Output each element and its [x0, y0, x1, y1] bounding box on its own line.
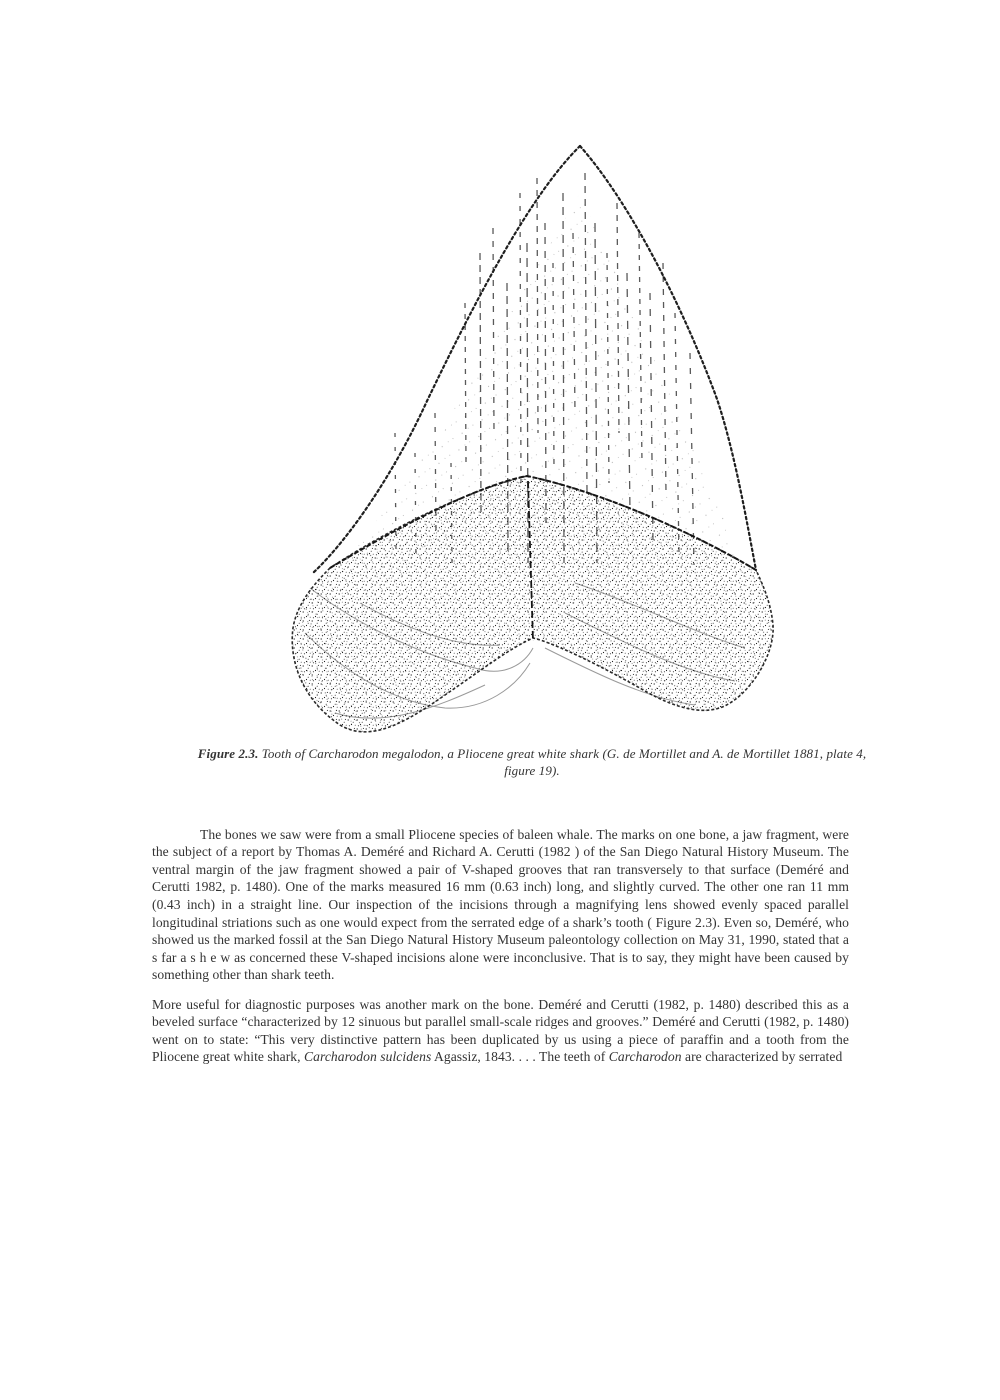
megalodon-tooth-illustration [275, 133, 795, 748]
text-segment: Carcharodon [608, 1049, 682, 1065]
figure-caption [197, 746, 867, 779]
text-segment: are characterized by serrated [681, 1049, 843, 1065]
text-segment: Agassiz, 1843. . . . The teeth of [431, 1049, 609, 1065]
text-segment: Tooth of Carcharodon megalodon, a Pliocene great white shark (G. de Mortillet and A. de Mortillet 1881, plate 4, figure 19). [258, 746, 867, 778]
text-segment: More useful for diagnostic purposes was another mark on the bone. Deméré and Cerutti (1982, p. 1480) described this as a beveled surface “characterized by 12 sinuous but parallel small-scale ridges and grooves.” Deméré and Cerutti (1982, p. 1480) went on to state: “This very distinctive pattern has been duplicated by us using a piece of paraffin and a tooth from the Pliocene great white shark, [152, 996, 849, 1065]
body-paragraph-1 [152, 826, 849, 984]
text-segment: Carcharodon sulcidens [304, 1049, 432, 1065]
figure-2-3 [275, 133, 795, 748]
text-segment: The bones we saw were from a small Pliocene species of baleen whale. The marks on one bone, a jaw fragment, were the subject of a report by Thomas A. Deméré and Richard A. Cerutti (1982 ) of the San Diego Natural History Museum. The ventral margin of the jaw fragment showed a pair of V-shaped grooves that ran transversely to that surface (Deméré and Cerutti 1982, p. 1480). One of the marks measured 16 mm (0.63 inch) long, and slightly curved. The other one ran 11 mm (0.43 inch) in a straight line. Our inspection of the incisions through a magnifying lens showed evenly spaced parallel longitudinal striations such as one would expect from the serrated edge of a shark’s tooth ( Figure 2.3). Even so, Deméré, who showed us the marked fossil at the San Diego Natural History Museum paleontology collection on May 31, 1990, stated that a s far a s h e w as concerned these V-shaped incisions alone were inconclusive. That is to say, they might have been caused by something other than shark teeth. [152, 826, 849, 983]
text-segment: Figure 2.3. [197, 746, 259, 761]
body-paragraph-2 [152, 996, 849, 1066]
